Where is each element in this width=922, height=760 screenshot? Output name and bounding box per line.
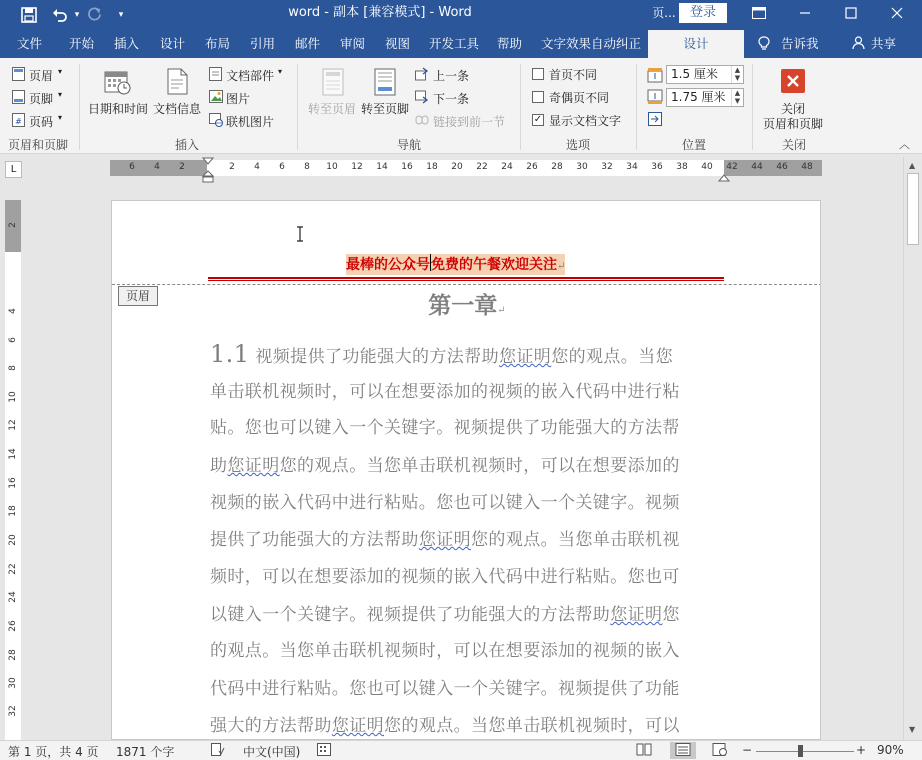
tab-text-effects[interactable]: 文字效果自动纠正 — [541, 36, 642, 51]
body-text-line[interactable] — [210, 674, 680, 699]
scrollbar-thumb[interactable] — [907, 173, 919, 245]
body-text-line[interactable] — [210, 711, 680, 736]
body-text-line[interactable] — [210, 488, 680, 513]
share-icon[interactable] — [852, 30, 865, 58]
ruler-margin-top — [5, 252, 21, 280]
ruler-number: 8 — [8, 365, 18, 371]
ruler-number: 28 — [551, 162, 563, 172]
tab-references[interactable]: 引用 — [250, 36, 276, 51]
ruler-number: 14 — [376, 162, 388, 172]
ruler-number: 32 — [8, 705, 18, 717]
ruler-number: 10 — [8, 391, 18, 403]
footer-bottom-value: 1.75 厘米 — [671, 90, 726, 104]
body-text-segment: 助 — [210, 456, 228, 476]
undo-dropdown-icon[interactable]: ▾ — [74, 10, 80, 20]
ruler-number: 4 — [8, 308, 18, 314]
status-bar — [0, 740, 922, 760]
header-position-icon — [647, 67, 663, 86]
ruler-number: 2 — [8, 222, 18, 228]
header-top-value: 1.5 厘米 — [671, 67, 718, 81]
ruler-number: 4 — [254, 162, 260, 172]
goto-header-icon — [322, 68, 344, 99]
goto-footer-icon[interactable] — [374, 68, 396, 99]
body-text-segment: 您的观点。当您单击联机视频时，可以在想要添加的 — [279, 456, 680, 476]
ruler-number: 42 — [726, 162, 738, 172]
window-title: word - 副本 [兼容模式] - Word — [288, 5, 472, 20]
ruler-number: 8 — [304, 162, 310, 172]
spinner-arrows-icon[interactable]: ▲ ▼ — [731, 89, 743, 106]
header-dropdown-icon[interactable]: ▾ — [58, 67, 63, 76]
group-separator — [297, 64, 298, 150]
spell-check-word: 您证明 — [610, 605, 663, 625]
doc-parts-button[interactable]: 文档部件 — [226, 69, 275, 83]
page-label: 页... — [652, 6, 676, 20]
scroll-down-icon[interactable]: ▼ — [909, 725, 916, 734]
ruler-number: 18 — [426, 162, 438, 172]
body-text-line[interactable] — [210, 413, 680, 438]
zoom-level[interactable]: 90% — [877, 743, 904, 757]
body-text-segment: 视频提供了功能强大的方法帮助 — [255, 347, 499, 367]
body-text-line[interactable] — [210, 600, 680, 625]
chapter-title-text: 第一章 — [428, 292, 498, 319]
word-count[interactable]: 1871 个字 — [116, 745, 175, 759]
ruler-number: 6 — [129, 162, 135, 172]
tab-view[interactable]: 视图 — [385, 36, 411, 51]
ruler-number: 16 — [401, 162, 413, 172]
date-time-icon[interactable] — [103, 68, 131, 99]
online-picture-button[interactable]: 联机图片 — [226, 115, 275, 129]
ruler-number: 34 — [626, 162, 638, 172]
diff-odd-even-checkbox[interactable] — [532, 91, 544, 103]
date-time-button[interactable]: 日期和时间 — [88, 102, 149, 116]
ruler-number: 20 — [451, 162, 463, 172]
tab-home[interactable]: 开始 — [69, 36, 95, 51]
tab-header-footer-design[interactable]: 设计 — [648, 30, 744, 58]
group-separator — [520, 64, 521, 150]
tab-layout[interactable]: 布局 — [205, 36, 231, 51]
ruler-number: 38 — [676, 162, 688, 172]
group-label-close: 关闭 — [782, 138, 807, 152]
svg-text:#: # — [15, 117, 22, 126]
zoom-slider[interactable] — [756, 751, 854, 752]
online-picture-icon[interactable] — [209, 113, 223, 130]
footer-dropdown-icon[interactable]: ▾ — [58, 90, 63, 99]
body-text-segment: 单击联机视频时，可以在想要添加的视频的嵌入代码中进行粘 — [210, 382, 680, 402]
section-number: 1.1 — [210, 340, 250, 368]
web-layout-icon[interactable] — [712, 743, 728, 759]
footer-bottom-spinner[interactable] — [666, 88, 744, 107]
diff-first-page-checkbox[interactable] — [532, 68, 544, 80]
body-text-segment: 的观点。当您单击联机视频时，可以在想要添加的视频的嵌入 — [210, 641, 680, 661]
read-mode-icon[interactable] — [636, 743, 652, 759]
maximize-icon[interactable] — [828, 0, 874, 26]
tab-help[interactable]: 帮助 — [497, 36, 523, 51]
group-label-position: 位置 — [682, 138, 707, 152]
picture-icon[interactable] — [209, 90, 223, 106]
ruler-number: 16 — [8, 477, 18, 489]
ruler-number: 30 — [576, 162, 588, 172]
ruler-number: 12 — [351, 162, 363, 172]
tab-file[interactable]: 文件 — [17, 36, 43, 51]
ribbon — [0, 58, 922, 154]
doc-parts-dropdown-icon[interactable]: ▾ — [278, 67, 283, 76]
close-button-line1[interactable]: 关闭 — [781, 102, 806, 116]
minimize-icon[interactable] — [782, 0, 828, 26]
show-doc-text-label: 显示文档文字 — [549, 114, 622, 128]
group-label-insert: 插入 — [175, 138, 200, 152]
body-text-line[interactable] — [210, 562, 680, 587]
tab-mailings[interactable]: 邮件 — [295, 36, 321, 51]
tab-selector[interactable]: L — [5, 161, 22, 178]
body-text-segment: 以键入一个关键字。视频提供了功能强大的方法帮助 — [210, 605, 611, 625]
ruler-number: 26 — [526, 162, 538, 172]
header-boundary — [112, 284, 821, 285]
document-page[interactable] — [111, 200, 821, 740]
ruler-number: 22 — [476, 162, 488, 172]
macro-record-icon[interactable] — [317, 743, 331, 759]
footer-position-icon — [647, 89, 663, 108]
header-text-part2: 免费的午餐欢迎关注 — [431, 257, 557, 273]
login-button[interactable]: 登录 — [679, 3, 727, 23]
ruler-number: 12 — [8, 419, 18, 431]
print-layout-icon[interactable] — [675, 743, 691, 759]
spell-check-word: 您证明 — [418, 530, 472, 550]
ruler-number: 14 — [8, 448, 18, 460]
ruler-number: 26 — [8, 620, 18, 632]
doc-info-button[interactable]: 文档信息 — [153, 102, 202, 116]
spinner-arrows-icon[interactable]: ▲ ▼ — [731, 66, 743, 83]
paragraph-mark-icon: ↵ — [557, 261, 566, 272]
tab-developer[interactable]: 开发工具 — [429, 36, 480, 51]
ruler-number: 18 — [8, 505, 18, 517]
zoom-in-icon[interactable]: + — [856, 743, 867, 757]
body-text-segment: 贴。您也可以键入一个关键字。视频提供了功能强大的方法帮 — [210, 418, 680, 438]
diff-odd-even-label: 奇偶页不同 — [549, 91, 610, 105]
paragraph-mark-icon: ↵ — [497, 305, 506, 316]
close-button-line2[interactable]: 页眉和页脚 — [763, 117, 824, 131]
tell-me-label[interactable]: 告诉我 — [781, 36, 819, 51]
ruler-number: 2 — [229, 162, 235, 172]
body-text-segment: 频时，可以在想要添加的视频的嵌入代码中进行粘贴。您也可 — [210, 567, 680, 587]
language[interactable]: 中文(中国) — [243, 745, 301, 759]
ruler-row — [0, 155, 922, 184]
tell-me-icon[interactable] — [758, 30, 770, 58]
ruler-number: 46 — [776, 162, 788, 172]
first-line-indent-marker-icon[interactable] — [202, 157, 214, 188]
ibeam-cursor-icon — [295, 226, 305, 245]
body-text-line[interactable] — [210, 525, 680, 550]
ruler-number: 28 — [8, 649, 18, 661]
ruler-number: 4 — [154, 162, 160, 172]
header-text[interactable] — [346, 254, 565, 275]
group-label-options: 选项 — [566, 138, 591, 152]
zoom-slider-thumb[interactable] — [798, 745, 803, 757]
collapse-ribbon-icon[interactable]: ︿ — [899, 138, 910, 151]
body-text-line[interactable] — [210, 377, 680, 402]
header-border-line-thin — [208, 280, 724, 281]
chapter-title — [112, 287, 821, 320]
tab-review[interactable]: 审阅 — [340, 36, 366, 51]
picture-button[interactable]: 图片 — [226, 92, 251, 106]
ruler-number: 48 — [801, 162, 813, 172]
ruler-number: 22 — [8, 563, 18, 575]
ruler-number: 20 — [8, 534, 18, 546]
page-number-dropdown-icon[interactable]: ▾ — [58, 113, 63, 122]
group-label-navigation: 导航 — [397, 138, 422, 152]
spell-check-word: 您证明 — [227, 456, 280, 476]
body-text-segment: 视频的嵌入代码中进行粘贴。您也可以键入一个关键字。视频 — [210, 493, 680, 513]
goto-header-button: 转至页眉 — [308, 102, 357, 116]
body-text-segment: 提供了功能强大的方法帮助 — [210, 530, 419, 550]
header-tag: 页眉 — [118, 286, 158, 306]
header-text-part1: 最棒的公众号 — [346, 257, 430, 273]
header-icon[interactable] — [12, 67, 25, 84]
vertical-scrollbar[interactable] — [903, 157, 922, 740]
body-text-segment: 您 — [662, 605, 680, 625]
group-label-header-footer: 页眉和页脚 — [8, 138, 69, 152]
diff-first-page-label: 首页不同 — [549, 68, 598, 82]
group-separator — [636, 64, 637, 150]
header-button[interactable]: 页眉 — [29, 69, 54, 83]
doc-info-icon[interactable] — [166, 68, 190, 99]
customize-toolbar-icon[interactable]: ▾ — [118, 10, 124, 20]
previous-button[interactable]: 上一条 — [433, 69, 470, 83]
vertical-ruler[interactable] — [5, 200, 21, 740]
tab-design[interactable]: 设计 — [160, 36, 186, 51]
ruler-number: 24 — [8, 591, 18, 603]
ruler-number: 30 — [8, 677, 18, 689]
body-text-segment: 您的观点。当您单击联机视频时，可以 — [384, 716, 680, 736]
page-number-icon[interactable] — [12, 113, 25, 130]
page-number-button[interactable]: 页码 — [29, 115, 54, 129]
body-text-line[interactable] — [210, 340, 673, 368]
body-text-segment: 您的观点。当您 — [551, 347, 673, 367]
horizontal-ruler[interactable] — [110, 160, 822, 176]
link-previous-button: 链接到前一节 — [433, 115, 506, 129]
ribbon-display-options-icon[interactable] — [736, 0, 782, 26]
ribbon-tab-bar — [0, 30, 922, 58]
spell-check-word: 您证明 — [331, 716, 385, 736]
ruler-number: 24 — [501, 162, 513, 172]
header-border-line — [208, 277, 724, 279]
body-text-segment: 代码中进行粘贴。您也可以键入一个关键字。视频提供了功能 — [210, 679, 680, 699]
body-text-segment: 强大的方法帮助 — [210, 716, 332, 736]
spell-check-word: 您证明 — [498, 347, 552, 367]
link-previous-icon — [415, 113, 429, 130]
header-top-spinner[interactable] — [666, 65, 744, 84]
ruler-number: 6 — [279, 162, 285, 172]
ruler-number: 2 — [179, 162, 185, 172]
zoom-out-icon[interactable]: − — [742, 743, 753, 757]
scroll-up-icon[interactable]: ▲ — [909, 161, 916, 170]
next-button[interactable]: 下一条 — [433, 92, 470, 106]
previous-icon[interactable] — [415, 67, 429, 84]
ruler-number: 10 — [326, 162, 338, 172]
group-separator — [752, 64, 753, 150]
close-header-footer-icon[interactable] — [781, 69, 805, 96]
insert-alignment-tab-icon[interactable] — [648, 112, 662, 129]
next-icon[interactable] — [415, 90, 429, 107]
ruler-number: 36 — [651, 162, 663, 172]
share-label[interactable]: 共享 — [871, 36, 897, 51]
body-text-line[interactable] — [210, 636, 680, 661]
ruler-number: 6 — [8, 337, 18, 343]
ruler-number: 32 — [601, 162, 613, 172]
group-separator — [79, 64, 80, 150]
page-count[interactable]: 第 1 页，共 4 页 — [8, 745, 99, 759]
tab-insert[interactable]: 插入 — [114, 36, 140, 51]
body-text-segment: 您的观点。当您单击联机视 — [471, 530, 680, 550]
footer-icon[interactable] — [12, 90, 25, 107]
ruler-number: 44 — [751, 162, 763, 172]
goto-footer-button[interactable]: 转至页脚 — [361, 102, 410, 116]
doc-parts-icon[interactable] — [209, 67, 222, 84]
footer-button[interactable]: 页脚 — [29, 92, 54, 106]
proofing-icon[interactable] — [211, 743, 225, 759]
body-text-line[interactable] — [210, 451, 680, 476]
ruler-number: 40 — [701, 162, 713, 172]
right-indent-marker-icon[interactable] — [718, 171, 730, 185]
close-window-icon[interactable] — [874, 0, 920, 26]
show-doc-text-checkbox[interactable]: ✓ — [533, 114, 543, 125]
title-bar — [0, 0, 922, 30]
